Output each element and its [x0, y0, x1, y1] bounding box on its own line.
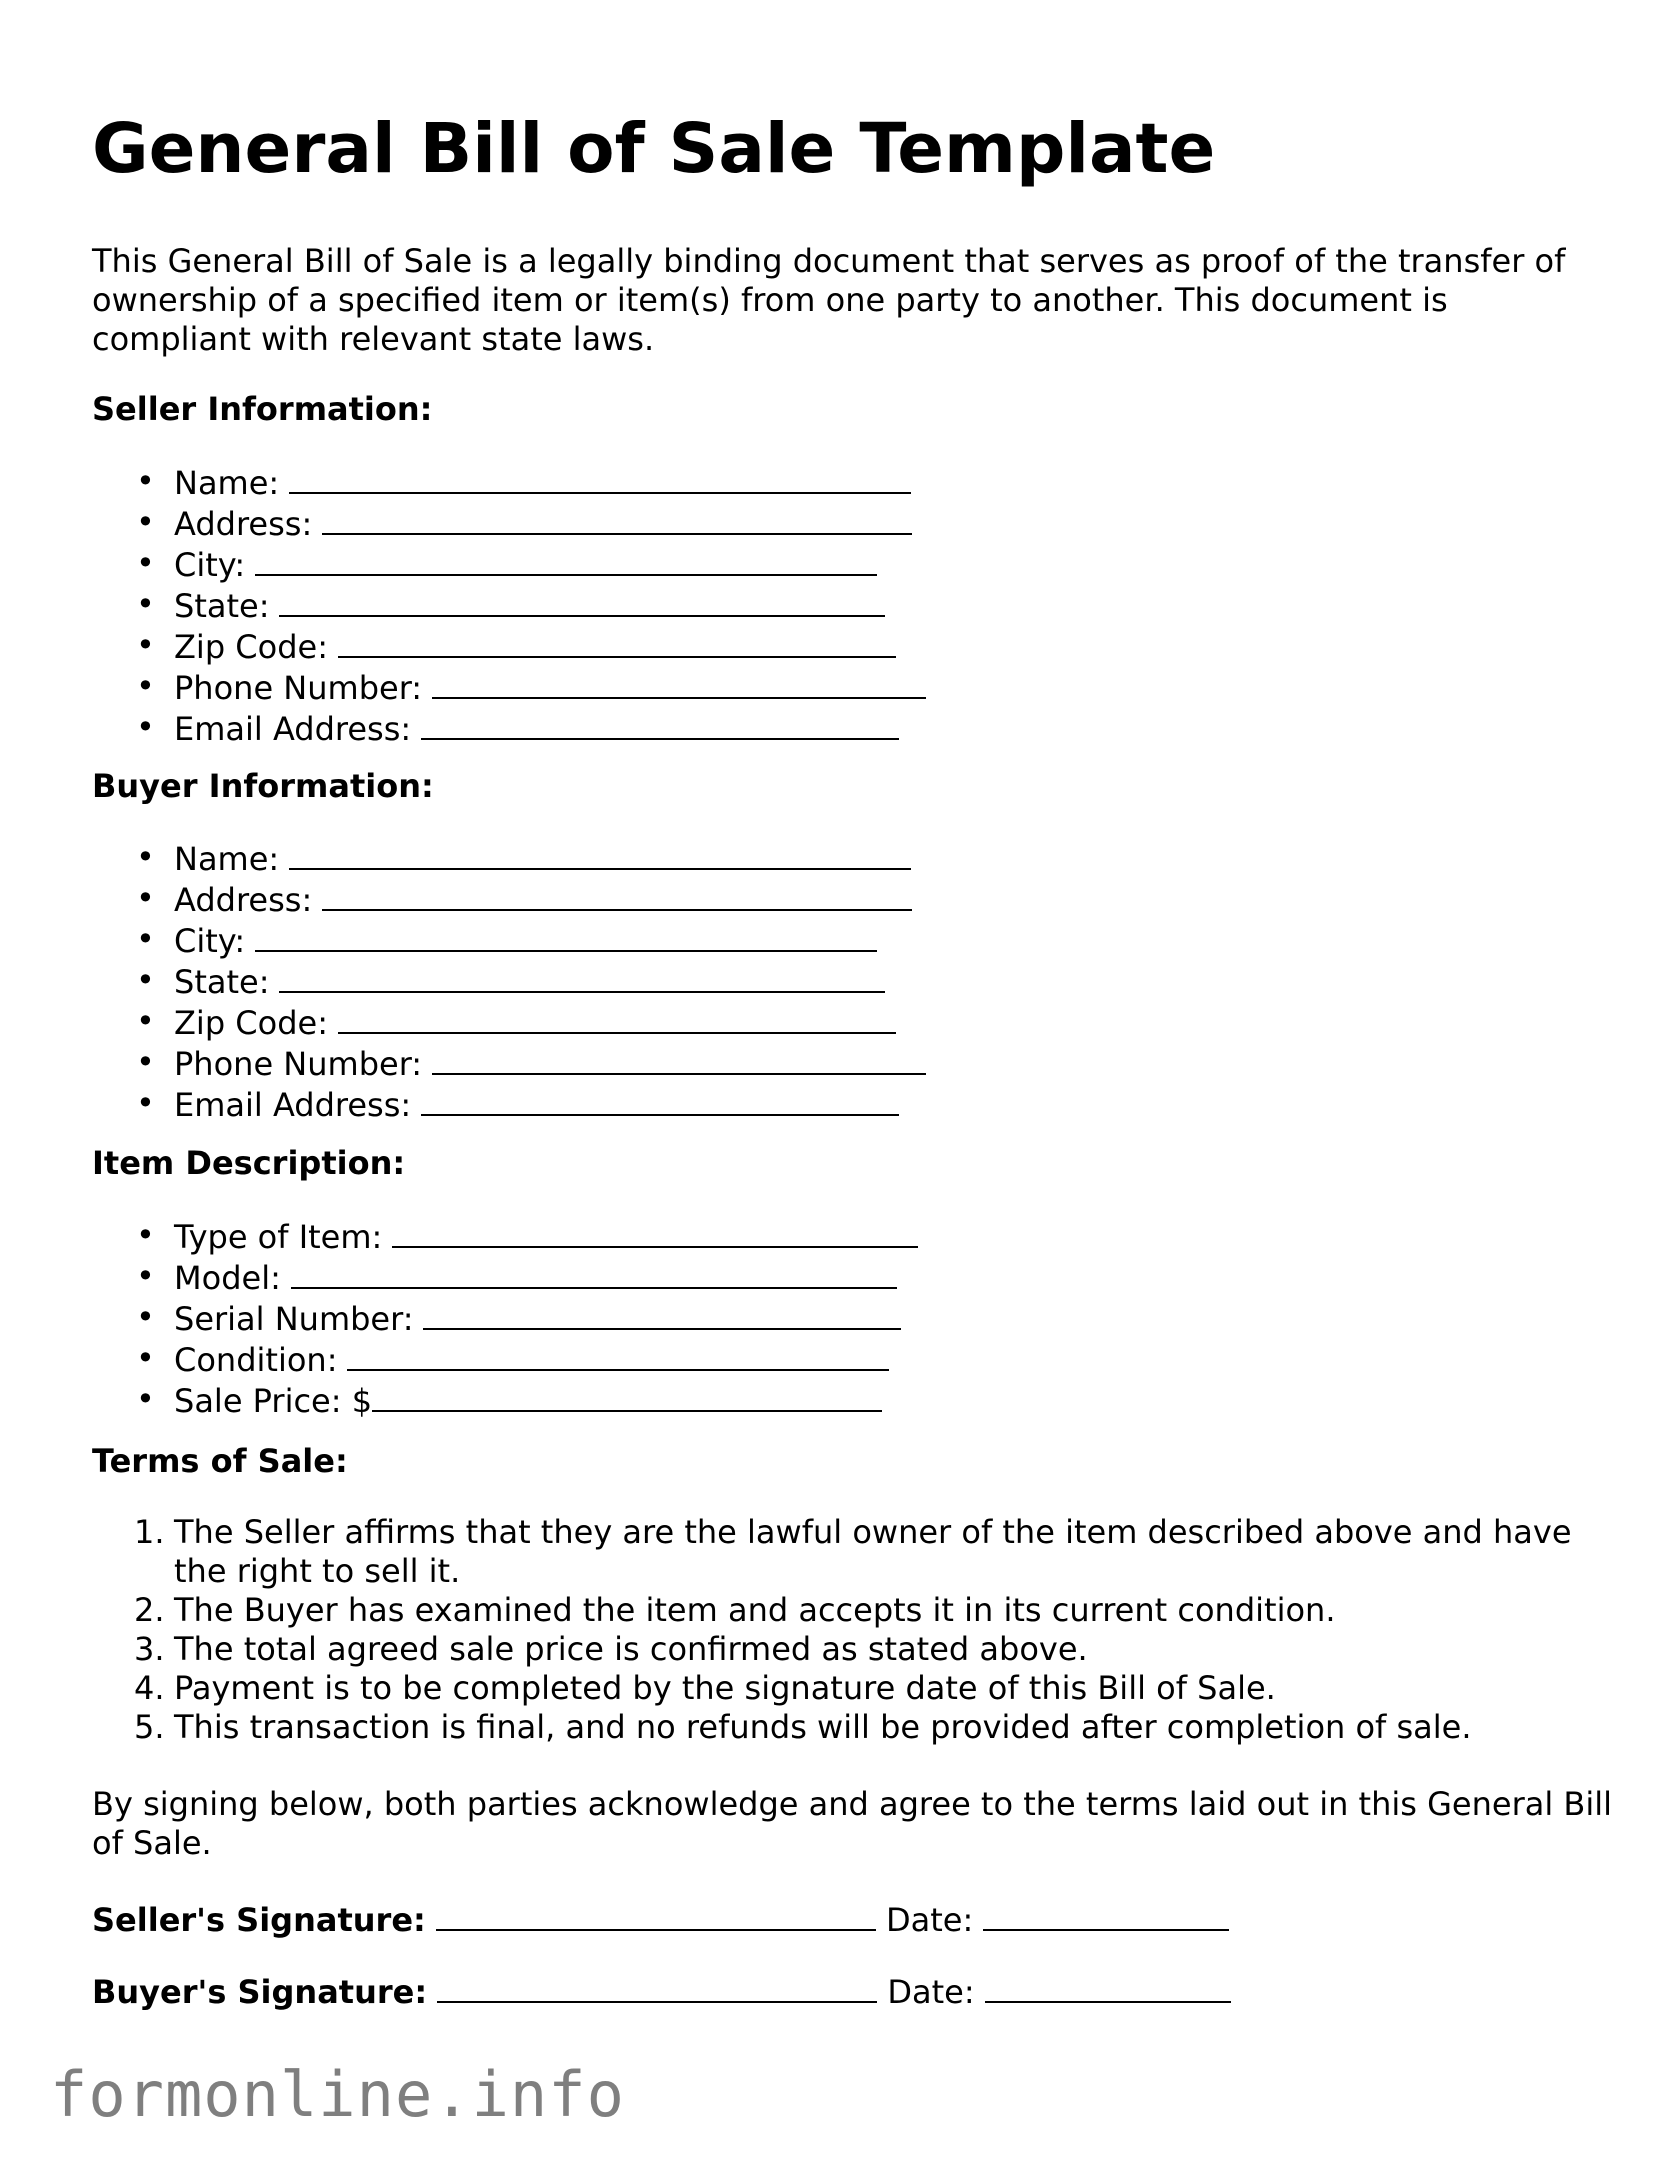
item-serial-blank[interactable] [423, 1298, 901, 1330]
buyer-city-field: • City: [174, 920, 926, 961]
buyer-date-blank[interactable] [985, 1971, 1231, 2003]
item-model-field: • Model: [174, 1257, 918, 1298]
item-model-blank[interactable] [291, 1257, 897, 1289]
watermark: formonline.info [50, 2058, 625, 2131]
item-type-field: • Type of Item: [174, 1216, 918, 1257]
buyer-zip-blank[interactable] [338, 1002, 896, 1034]
seller-name-blank[interactable] [289, 462, 911, 494]
seller-field-list [92, 462, 926, 749]
buyer-email-blank[interactable] [421, 1084, 899, 1116]
term-item: The Buyer has examined the item and accepts it in its current condition. [174, 1591, 1336, 1629]
buyer-field-list [92, 838, 926, 1125]
seller-email-blank[interactable] [421, 708, 899, 740]
buyer-address-blank[interactable] [322, 879, 912, 911]
buyer-email-field: • Email Address: [174, 1084, 926, 1125]
seller-name-field: • Name: [174, 462, 926, 503]
seller-date-label: Date: [885, 1901, 974, 1939]
buyer-state-field: • State: [174, 961, 926, 1002]
closing-paragraph: By signing below, both parties acknowledge and agree to the terms laid out in this General Bill of Sale. [92, 1785, 1613, 1862]
item-field-list [92, 1216, 918, 1421]
buyer-date-label: Date: [887, 1973, 975, 2011]
seller-phone-field: • Phone Number: [174, 667, 926, 708]
seller-state-blank[interactable] [279, 585, 885, 617]
seller-city-blank[interactable] [255, 544, 877, 576]
term-item: This transaction is final, and no refunds will be provided after completion of sale. [174, 1708, 1472, 1746]
buyer-signature-blank[interactable] [437, 1971, 877, 2003]
item-price-field: • Sale Price: $ [174, 1380, 918, 1421]
buyer-signature-label: Buyer's Signature: [92, 1973, 428, 2011]
seller-email-field: • Email Address: [174, 708, 926, 749]
seller-zip-blank[interactable] [338, 626, 896, 658]
seller-signature-line [92, 1899, 1229, 1940]
seller-date-blank[interactable] [983, 1899, 1229, 1931]
page-title: General Bill of Sale Template [92, 109, 1216, 189]
term-item: The total agreed sale price is confirmed as stated above. [174, 1630, 1088, 1668]
seller-heading: Seller Information: [92, 390, 433, 428]
buyer-phone-field: • Phone Number: [174, 1043, 926, 1084]
seller-signature-blank[interactable] [436, 1899, 876, 1931]
buyer-city-blank[interactable] [255, 920, 877, 952]
buyer-state-blank[interactable] [279, 961, 885, 993]
term-item: Payment is to be completed by the signature date of this Bill of Sale. [174, 1669, 1276, 1707]
terms-heading: Terms of Sale: [92, 1442, 348, 1480]
intro-paragraph: This General Bill of Sale is a legally binding document that serves as proof of the transfer of ownership of a specified item or item(s) from one party to another. This document is compliant with relevant state laws. [92, 242, 1566, 358]
buyer-heading: Buyer Information: [92, 767, 434, 805]
buyer-phone-blank[interactable] [432, 1043, 926, 1075]
buyer-zip-field: • Zip Code: [174, 1002, 926, 1043]
buyer-address-field: • Address: [174, 879, 926, 920]
seller-address-field: • Address: [174, 503, 926, 544]
terms-list [92, 1513, 1614, 1747]
seller-phone-blank[interactable] [432, 667, 926, 699]
term-item: The Seller affirms that they are the lawful owner of the item described above and have the right to sell it. [174, 1513, 1572, 1590]
item-price-blank[interactable] [372, 1380, 882, 1412]
item-condition-field: • Condition: [174, 1339, 918, 1380]
seller-address-blank[interactable] [322, 503, 912, 535]
seller-city-field: • City: [174, 544, 926, 585]
item-condition-blank[interactable] [347, 1339, 889, 1371]
item-serial-field: • Serial Number: [174, 1298, 918, 1339]
item-heading: Item Description: [92, 1144, 406, 1182]
buyer-name-field: • Name: [174, 838, 926, 879]
seller-state-field: • State: [174, 585, 926, 626]
seller-zip-field: • Zip Code: [174, 626, 926, 667]
seller-signature-label: Seller's Signature: [92, 1901, 426, 1939]
buyer-signature-line [92, 1971, 1231, 2012]
buyer-name-blank[interactable] [289, 838, 911, 870]
item-type-blank[interactable] [392, 1216, 918, 1248]
